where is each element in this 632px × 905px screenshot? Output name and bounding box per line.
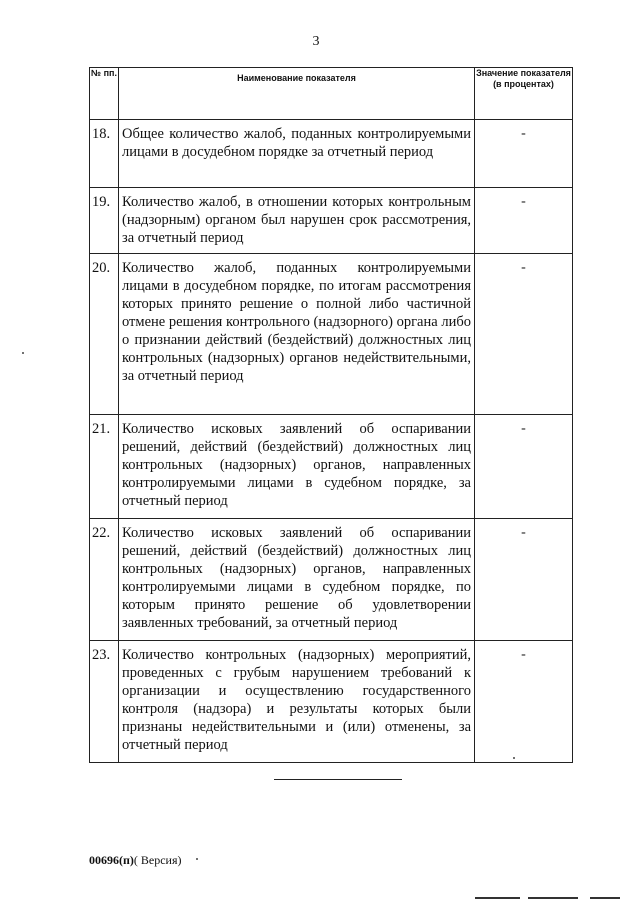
row-number: 18. <box>90 120 119 188</box>
row-value: - <box>475 519 573 641</box>
scan-edge-mark <box>528 897 578 899</box>
header-name-label: Наименование показателя <box>237 73 356 83</box>
row-number: 21. <box>90 415 119 519</box>
row-value: - <box>475 254 573 415</box>
row-value: - <box>475 415 573 519</box>
row-indicator-name: Общее количество жалоб, поданных контролируемыми лицами в досудебном порядке за отчетный период <box>119 120 475 188</box>
row-indicator-name: Количество жалоб, в отношении которых контрольным (надзорным) органом был нарушен срок рассмотрения, за отчетный период <box>119 188 475 254</box>
table-row <box>90 254 573 415</box>
row-value: - <box>475 188 573 254</box>
scan-edge-mark <box>590 897 620 899</box>
header-value-label: Значение показателя (в процентах) <box>476 68 571 89</box>
table-row <box>90 641 573 763</box>
header-number-label: № пп. <box>91 68 117 78</box>
row-number: 19. <box>90 188 119 254</box>
indicators-table <box>89 67 573 763</box>
row-number: 22. <box>90 519 119 641</box>
header-name <box>119 68 475 120</box>
document-footer <box>89 853 182 868</box>
signature-line <box>274 779 402 780</box>
row-indicator-name: Количество исковых заявлений об оспаривании решений, действий (бездействий) должностных лиц контрольных (надзорных) органов, направленных контролируемыми лицами в судебном порядке, по которым принято решение об удовлетворении заявленных требований, за отчетный период <box>119 519 475 641</box>
row-indicator-name: Количество контрольных (надзорных) мероприятий, проведенных с грубым нарушением требований к организации и осуществлению государственного контроля (надзора) и результаты которых были признаны недействительными и (или) отменены, за отчетный период <box>119 641 475 763</box>
scan-speck <box>513 757 515 759</box>
row-value: - <box>475 641 573 763</box>
row-indicator-name: Количество жалоб, поданных контролируемыми лицами в досудебном порядке, по итогам рассмотрения которых принято решение о полной либо частичной отмене решения контрольного (надзорного) органа либо о признании действий (бездействий) должностных лиц контрольных (надзорных) органов недействительными, за отчетный период <box>119 254 475 415</box>
page-number: 3 <box>312 34 320 49</box>
document-version: ( Версия) <box>133 853 182 867</box>
row-number: 20. <box>90 254 119 415</box>
document-code: 00696(п) <box>89 853 134 867</box>
header-value <box>475 68 573 120</box>
scan-speck <box>196 858 198 860</box>
scan-edge-mark <box>475 897 520 899</box>
table-row <box>90 415 573 519</box>
table-header-row <box>90 68 573 120</box>
row-value: - <box>475 120 573 188</box>
row-number: 23. <box>90 641 119 763</box>
scan-speck <box>22 352 24 354</box>
table-row <box>90 188 573 254</box>
header-number <box>90 68 119 120</box>
table-row <box>90 519 573 641</box>
table-row <box>90 120 573 188</box>
row-indicator-name: Количество исковых заявлений об оспаривании решений, действий (бездействий) должностных лиц контрольных (надзорных) органов, направленных контролируемыми лицами в судебном порядке, за отчетный период <box>119 415 475 519</box>
